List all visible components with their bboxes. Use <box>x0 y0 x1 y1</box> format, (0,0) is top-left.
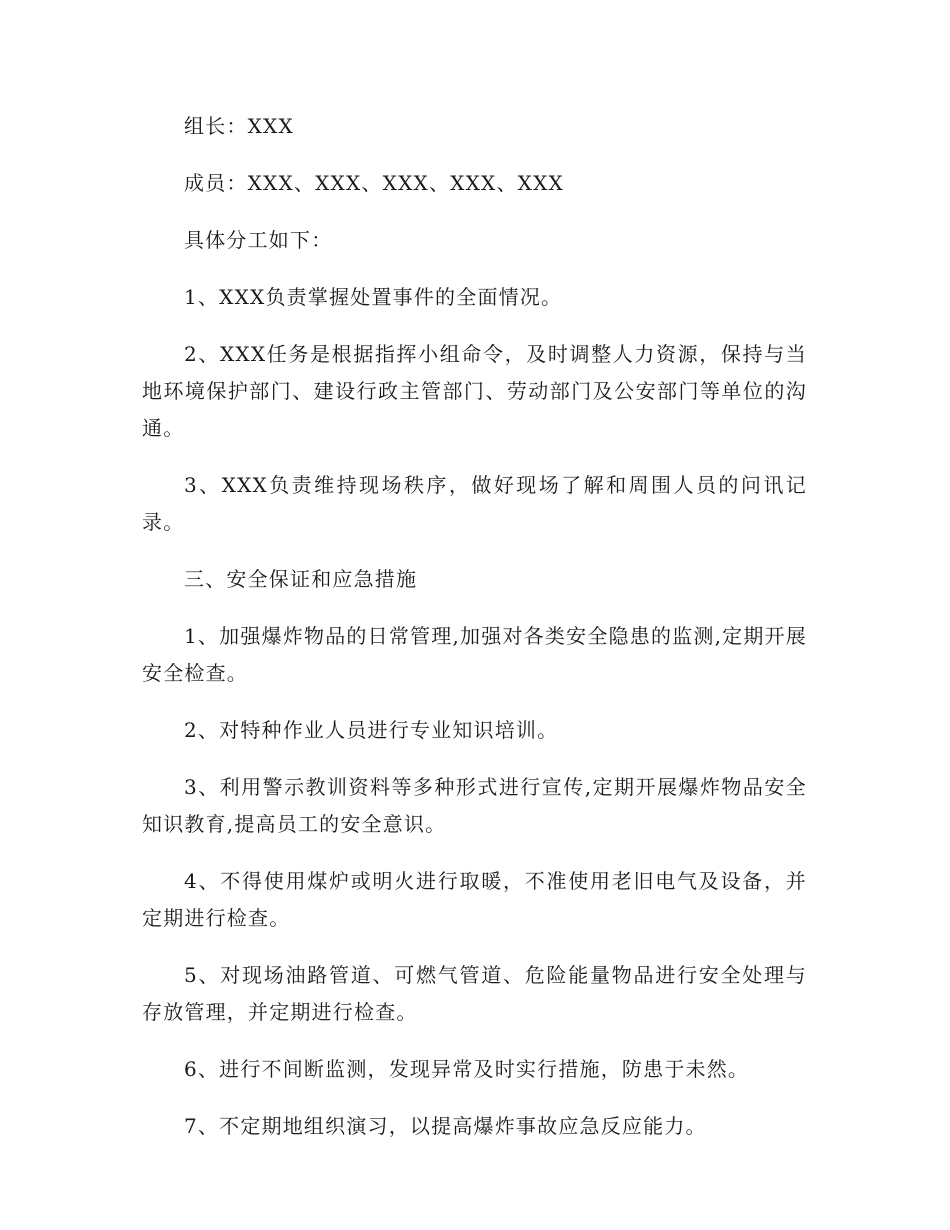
duty-item-1: 1、XXX负责掌握处置事件的全面情况。 <box>184 285 563 309</box>
division-intro: 具体分工如下： <box>184 228 333 252</box>
measure-item-7: 7、不定期地组织演习，以提高爆炸事故应急反应能力。 <box>184 1114 707 1138</box>
document-body <box>142 108 807 1165</box>
section-heading: 三、安全保证和应急措施 <box>184 567 418 591</box>
leader-line: 组长：XXX <box>184 114 294 138</box>
measure-item-6: 6、进行不间断监测，发现异常及时实行措施，防患于未然。 <box>184 1057 750 1081</box>
members-line: 成员：XXX、XXX、XXX、XXX、XXX <box>184 171 564 195</box>
measure-item-2: 2、对特种作业人员进行专业知识培训。 <box>184 718 559 742</box>
measure-item-4: 4、不得使用煤炉或明火进行取暖，不准使用老旧电气及设备，并定期进行检查。 <box>142 869 807 930</box>
duty-item-2: 2、XXX任务是根据指挥小组命令，及时调整人力资源，保持与当地环境保护部门、建设行政主管部门、劳动部门及公安部门等单位的沟通。 <box>142 342 807 440</box>
measure-item-1: 1、加强爆炸物品的日常管理,加强对各类安全隐患的监测,定期开展安全检查。 <box>142 624 807 685</box>
measure-item-3: 3、利用警示教训资料等多种形式进行宣传,定期开展爆炸物品安全知识教育,提高员工的安全意识。 <box>142 775 807 836</box>
measure-item-5: 5、对现场油路管道、可燃气管道、危险能量物品进行安全处理与存放管理，并定期进行检查。 <box>142 963 807 1024</box>
duty-item-3: 3、XXX负责维持现场秩序，做好现场了解和周围人员的问讯记录。 <box>142 473 807 534</box>
